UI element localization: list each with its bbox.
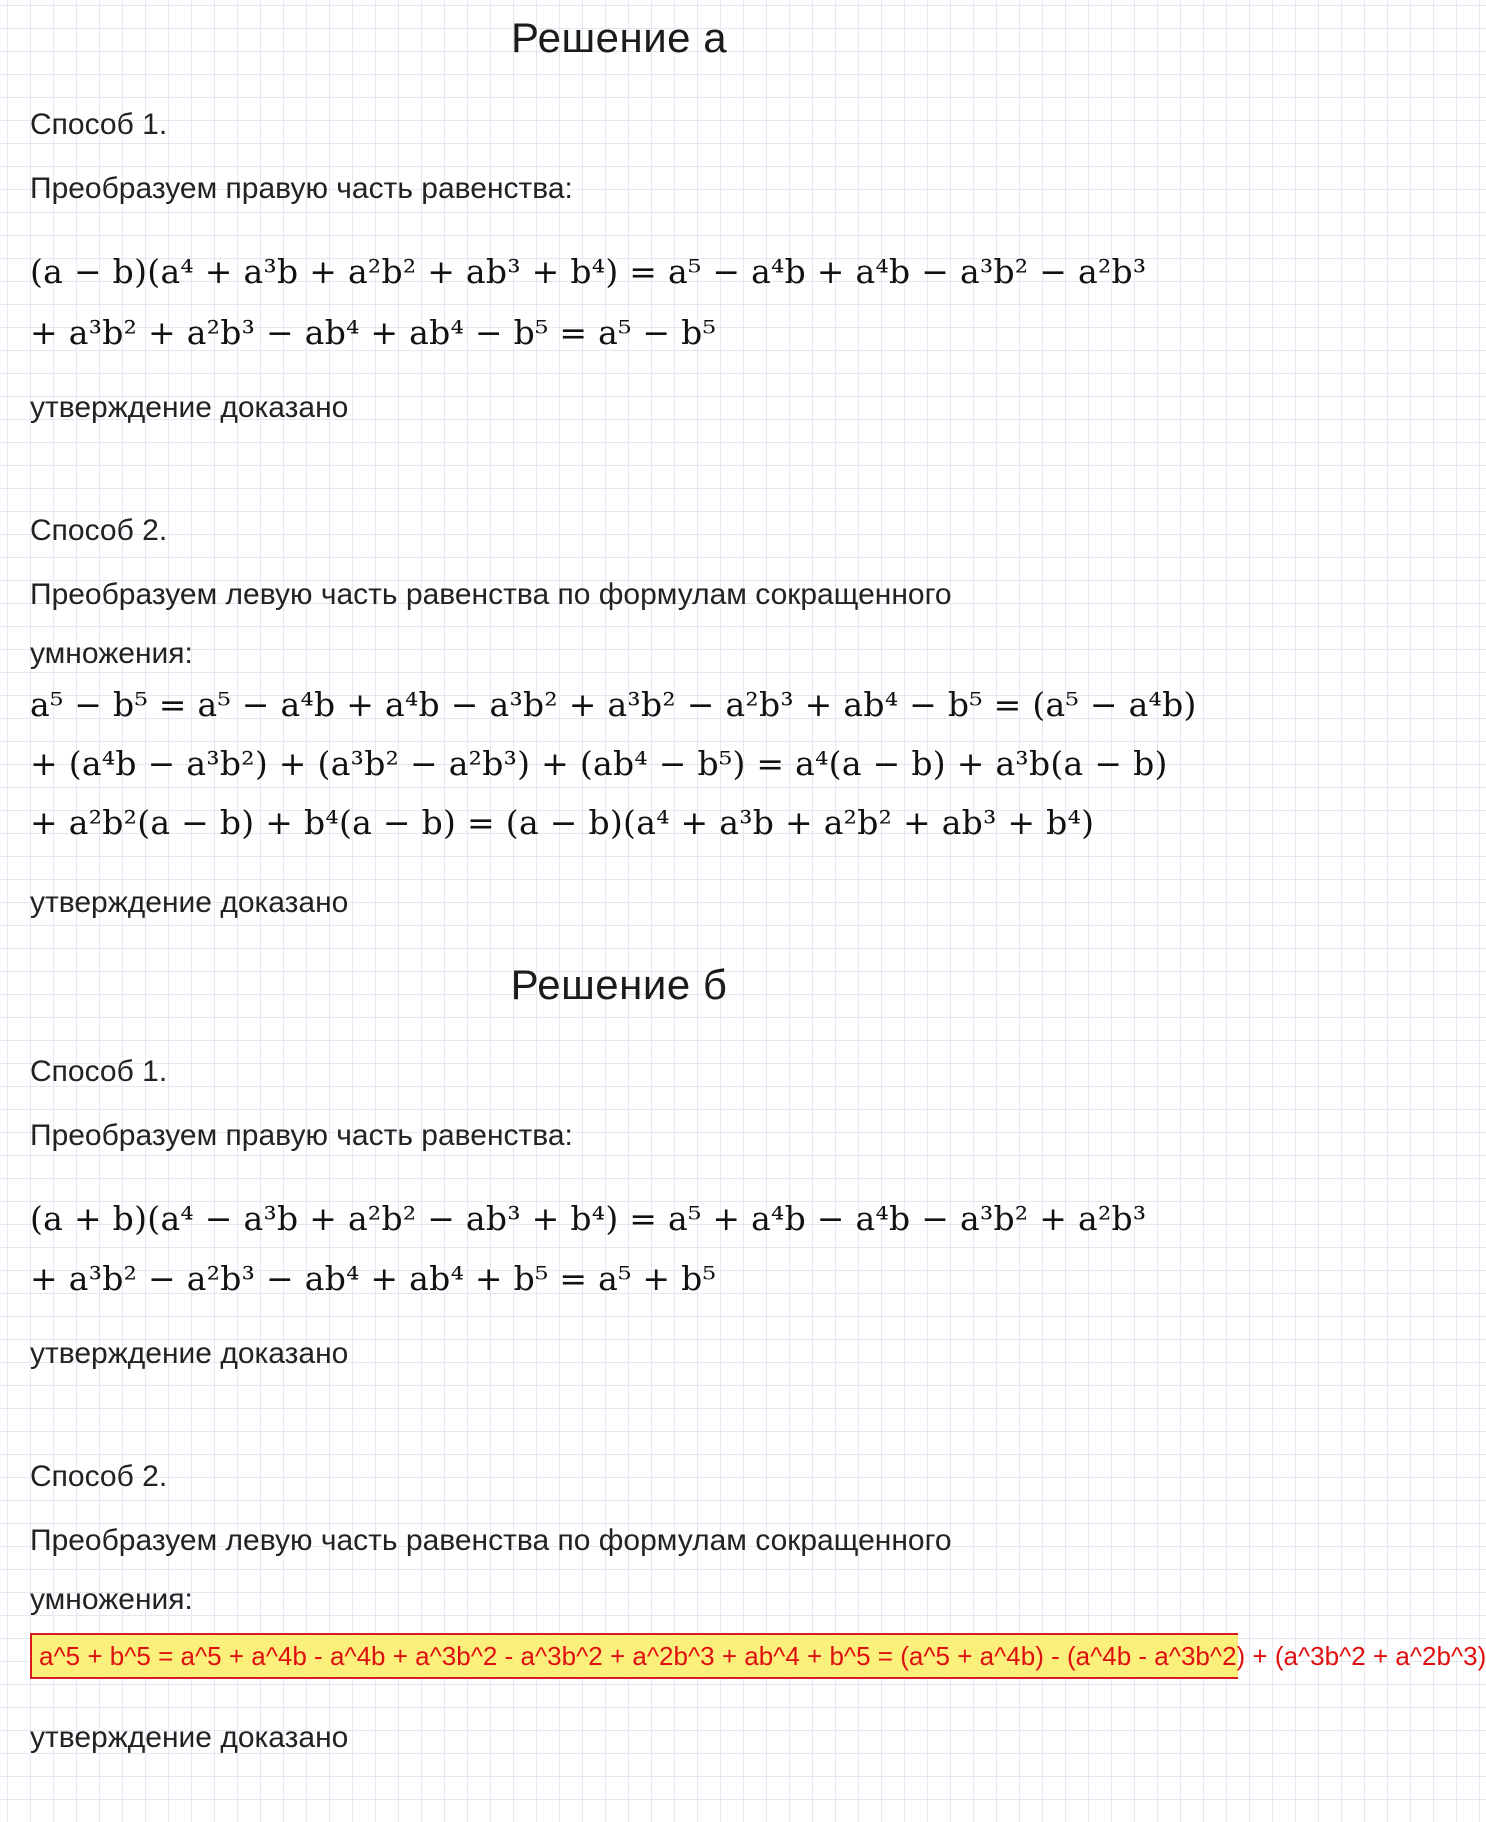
raw-formula-text: a^5 + b^5 = a^5 + a^4b - a^4b + a^3b^2 - a^3b^2 + a^2b^3 + ab^4 + b^5 = (a^5 + a^4b) - (a^4b - a^3b^2) + (a^3b^2 + a^2b^3)	[39, 1641, 1486, 1671]
b-method2-label: Способ 2.	[30, 1460, 168, 1493]
a-method1-formula-line1: (a − b)(a⁴ + a³b + a²b² + ab³ + b⁴) = a⁵ − a⁴b + a⁴b − a³b² − a²b³	[30, 252, 1147, 291]
a-method2-intro-line1: Преобразуем левую часть равенства по формулам сокращенного	[30, 578, 952, 611]
b-method1-intro: Преобразуем правую часть равенства:	[30, 1119, 573, 1152]
a-method2-formula-line2: + (a⁴b − a³b²) + (a³b² − a²b³) + (ab⁴ − b⁵) = a⁴(a − b) + a³b(a − b)	[30, 744, 1168, 783]
b-method2-intro-line1: Преобразуем левую часть равенства по формулам сокращенного	[30, 1524, 952, 1557]
b-method2-conclusion: утверждение доказано	[30, 1721, 349, 1754]
b-method1-formula-line1: (a + b)(a⁴ − a³b + a²b² − ab³ + b⁴) = a⁵ + a⁴b − a⁴b − a³b² + a²b³	[30, 1199, 1147, 1238]
a-method1-formula-line2: + a³b² + a²b³ − ab⁴ + ab⁴ − b⁵ = a⁵ − b⁵	[30, 313, 717, 352]
a-method1-intro: Преобразуем правую часть равенства:	[30, 172, 573, 205]
b-method1-conclusion: утверждение доказано	[30, 1337, 349, 1370]
a-method2-label: Способ 2.	[30, 514, 168, 547]
section-a-heading: Решение а	[510, 14, 728, 61]
a-method1-conclusion: утверждение доказано	[30, 391, 349, 424]
formula-render-error-box	[30, 1633, 1486, 1679]
b-method1-formula-line2: + a³b² − a²b³ − ab⁴ + ab⁴ + b⁵ = a⁵ + b⁵	[30, 1259, 717, 1298]
a-method2-conclusion: утверждение доказано	[30, 886, 349, 919]
section-b-heading: Решение б	[510, 961, 728, 1008]
a-method2-formula-line3: + a²b²(a − b) + b⁴(a − b) = (a − b)(a⁴ + a³b + a²b² + ab³ + b⁴)	[30, 803, 1095, 842]
a-method2-intro-line2: умножения:	[30, 637, 193, 670]
b-method2-intro-line2: умножения:	[30, 1583, 193, 1616]
b-method1-label: Способ 1.	[30, 1055, 168, 1088]
a-method2-formula-line1: a⁵ − b⁵ = a⁵ − a⁴b + a⁴b − a³b² + a³b² − a²b³ + ab⁴ − b⁵ = (a⁵ − a⁴b)	[30, 685, 1197, 724]
a-method1-label: Способ 1.	[30, 108, 168, 141]
